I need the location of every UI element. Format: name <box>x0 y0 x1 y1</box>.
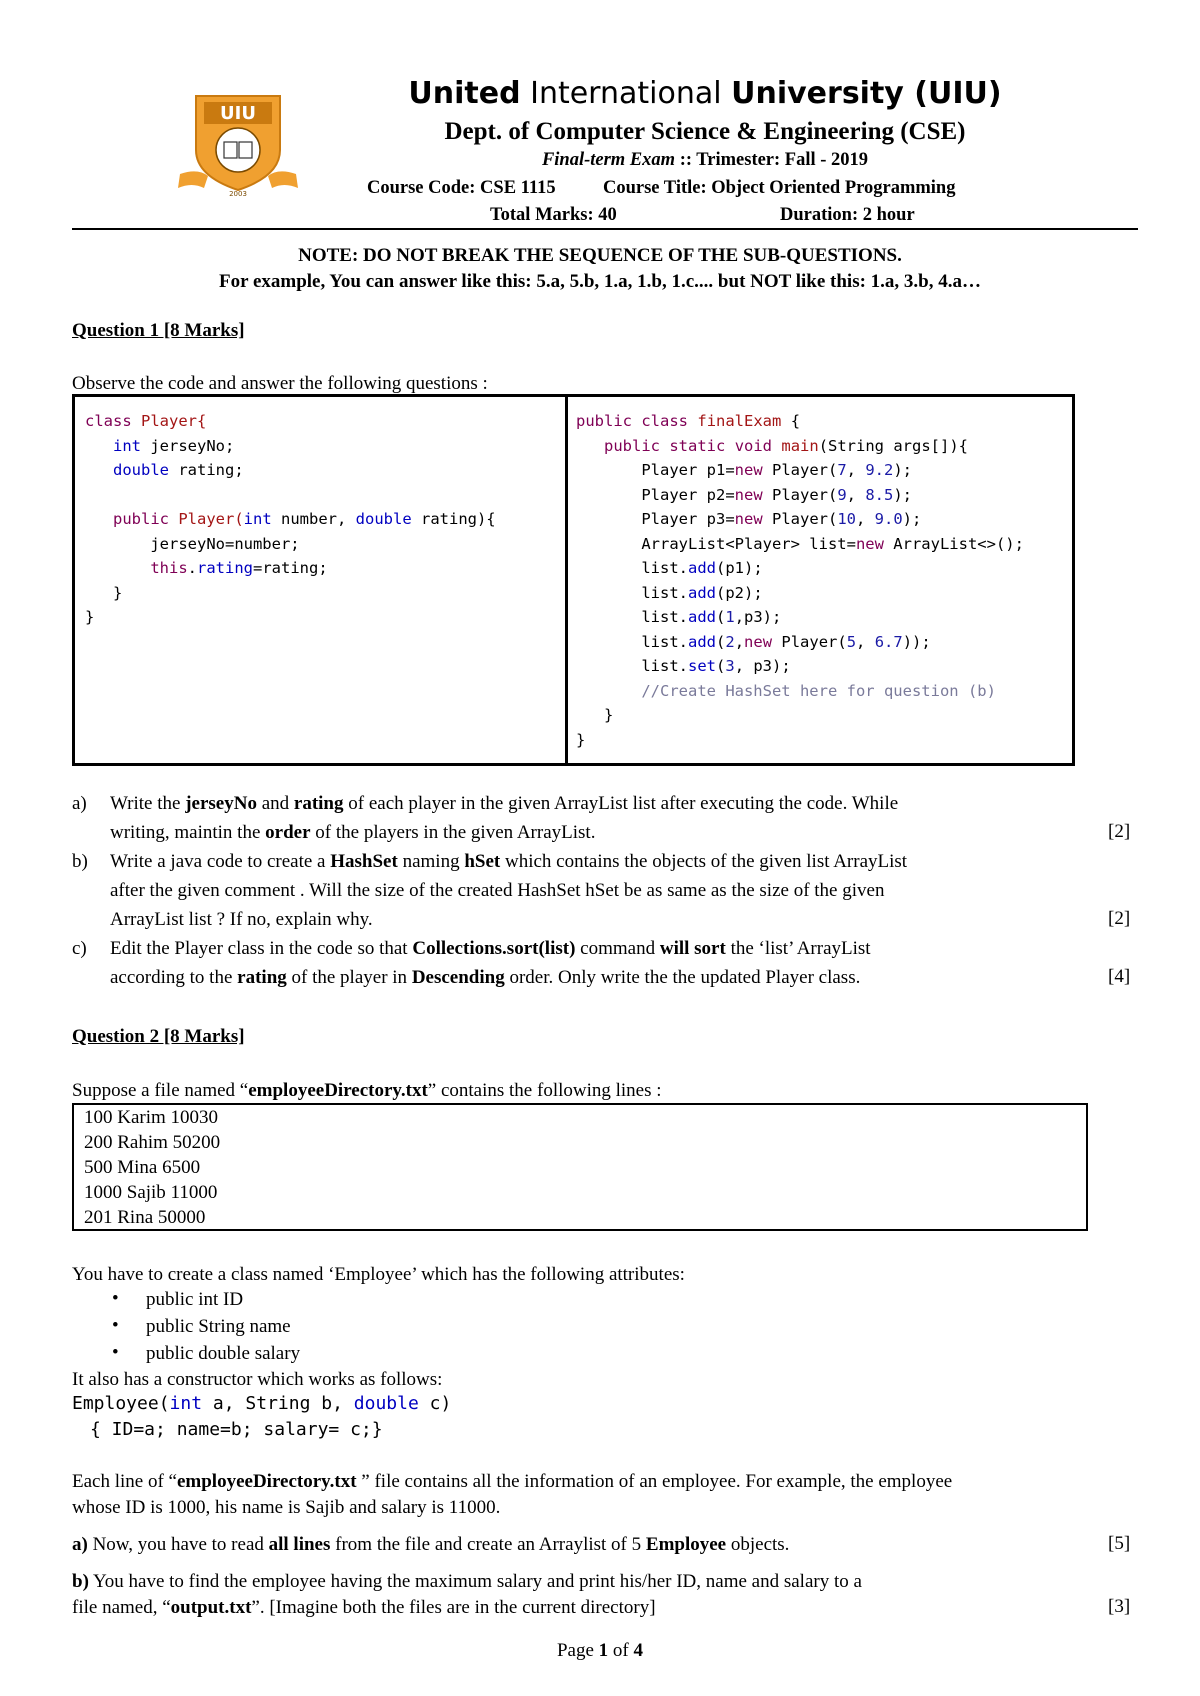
uni-part1: United <box>408 76 521 111</box>
main-class-code: public class finalExam { public static void main(String args[]){ Player p1=new Player(7, 9.2); Player p2=new Player(9, 8.5); Player p3=new Player(10, 9.0); ArrayList<Player> list=new ArrayList<>(); list.add(p1); list.add(p2); list.add(1,p3); list.add(2,new Player(5, 6.7)); list.set(3, p3); //Create HashSet here for question (b) } } <box>576 412 1024 749</box>
q1-c-line2: according to the rating of the player in Descending order. Only write the the updated Player class. <box>110 967 861 988</box>
exam-name: Final-term Exam <box>541 150 676 170</box>
q2-intro: Suppose a file named “employeeDirectory.txt” contains the following lines : <box>72 1080 662 1101</box>
q1-heading: Question 1 [8 Marks] <box>72 320 245 341</box>
note-line1: NOTE: DO NOT BREAK THE SEQUENCE OF THE SUB-QUESTIONS. <box>298 245 902 266</box>
attr-item: public double salary <box>146 1343 301 1364</box>
ctor-signature: Employee(int a, String b, double c) <box>72 1393 452 1414</box>
player-class-code: class Player{ int jerseyNo; double rating; public Player(int number, double rating){ jerseyNo=number; this.rating=rating; } } <box>85 412 496 626</box>
q1-a-label: a) <box>72 793 87 814</box>
q2-a-mark: [5] <box>1108 1533 1131 1554</box>
university-name <box>0 76 1200 111</box>
q2-b-line2: file named, “output.txt”. [Imagine both the files are in the current directory] <box>72 1597 656 1618</box>
trimester: :: Trimester: Fall - 2019 <box>679 150 869 170</box>
file-contents-box <box>72 1103 1088 1231</box>
each-line-desc: Each line of “employeeDirectory.txt ” file contains all the information of an employee. For example, the employee <box>72 1471 953 1492</box>
q1-c-mark: [4] <box>1108 966 1131 987</box>
attr-item: public int ID <box>146 1289 244 1310</box>
header-divider <box>72 228 1138 230</box>
q1-b-line1: Write a java code to create a HashSet naming hSet which contains the objects of the given list ArrayList <box>110 851 908 872</box>
q1-a-line2: writing, maintin the order of the players in the given ArrayList. <box>110 822 596 843</box>
q2-b-mark: [3] <box>1108 1596 1131 1617</box>
file-line: 1000 Sajib 11000 <box>84 1182 218 1203</box>
course-code: Course Code: CSE 1115 <box>367 178 556 198</box>
ctor-body: { ID=a; name=b; salary= c;} <box>90 1419 383 1440</box>
uni-part3: University (UIU) <box>731 76 1002 111</box>
q2-b-line1: b) You have to find the employee having the maximum salary and print his/her ID, name and salary to a <box>72 1571 862 1592</box>
q1-a-mark: [2] <box>1108 821 1131 842</box>
code-box-main <box>565 394 1075 766</box>
q1-b-label: b) <box>72 851 88 872</box>
each-line-desc2: whose ID is 1000, his name is Sajib and salary is 11000. <box>72 1497 501 1518</box>
duration: Duration: 2 hour <box>780 205 915 225</box>
q1-b-line2: after the given comment . Will the size of the created HashSet hSet be as same as the size of the given <box>110 880 885 901</box>
code-box-player <box>72 394 568 766</box>
q1-intro: Observe the code and answer the following questions : <box>72 373 488 394</box>
ctor-intro: It also has a constructor which works as follows: <box>72 1369 443 1390</box>
attr-item: public String name <box>146 1316 291 1337</box>
class-intro: You have to create a class named ‘Employee’ which has the following attributes: <box>72 1264 685 1285</box>
bullet-icon: • <box>112 1342 119 1363</box>
q2-a: a) Now, you have to read all lines from the file and create an Arraylist of 5 Employee objects. <box>72 1534 790 1555</box>
total-marks: Total Marks: 40 <box>490 205 617 225</box>
exam-info <box>0 150 1200 171</box>
department: Dept. of Computer Science & Engineering (CSE) <box>444 118 966 145</box>
page-number: Page 1 of 4 <box>556 1640 643 1661</box>
course-title: Course Title: Object Oriented Programming <box>603 178 956 198</box>
bullet-icon: • <box>112 1288 119 1309</box>
uni-part2: International <box>530 76 722 111</box>
logo-text: UIU <box>220 103 256 124</box>
note-line2: For example, You can answer like this: 5.a, 5.b, 1.a, 1.b, 1.c.... but NOT like this: 1.a, 3.b, 4.a… <box>219 271 981 292</box>
q1-c-line1: Edit the Player class in the code so that Collections.sort(list) command will sort the ‘list’ ArrayList <box>110 938 871 959</box>
q2-heading: Question 2 [8 Marks] <box>72 1026 245 1047</box>
q1-b-mark: [2] <box>1108 908 1131 929</box>
q1-a-line1: Write the jerseyNo and rating of each player in the given ArrayList list after executing the code. While <box>110 793 899 814</box>
file-line: 500 Mina 6500 <box>84 1157 201 1178</box>
q1-b-line3: ArrayList list ? If no, explain why. <box>110 909 373 930</box>
file-line: 200 Rahim 50200 <box>84 1132 221 1153</box>
file-line: 100 Karim 10030 <box>84 1107 219 1128</box>
file-line: 201 Rina 50000 <box>84 1207 206 1228</box>
q1-c-label: c) <box>72 938 87 959</box>
bullet-icon: • <box>112 1315 119 1336</box>
logo-year: 2003 <box>229 190 247 198</box>
